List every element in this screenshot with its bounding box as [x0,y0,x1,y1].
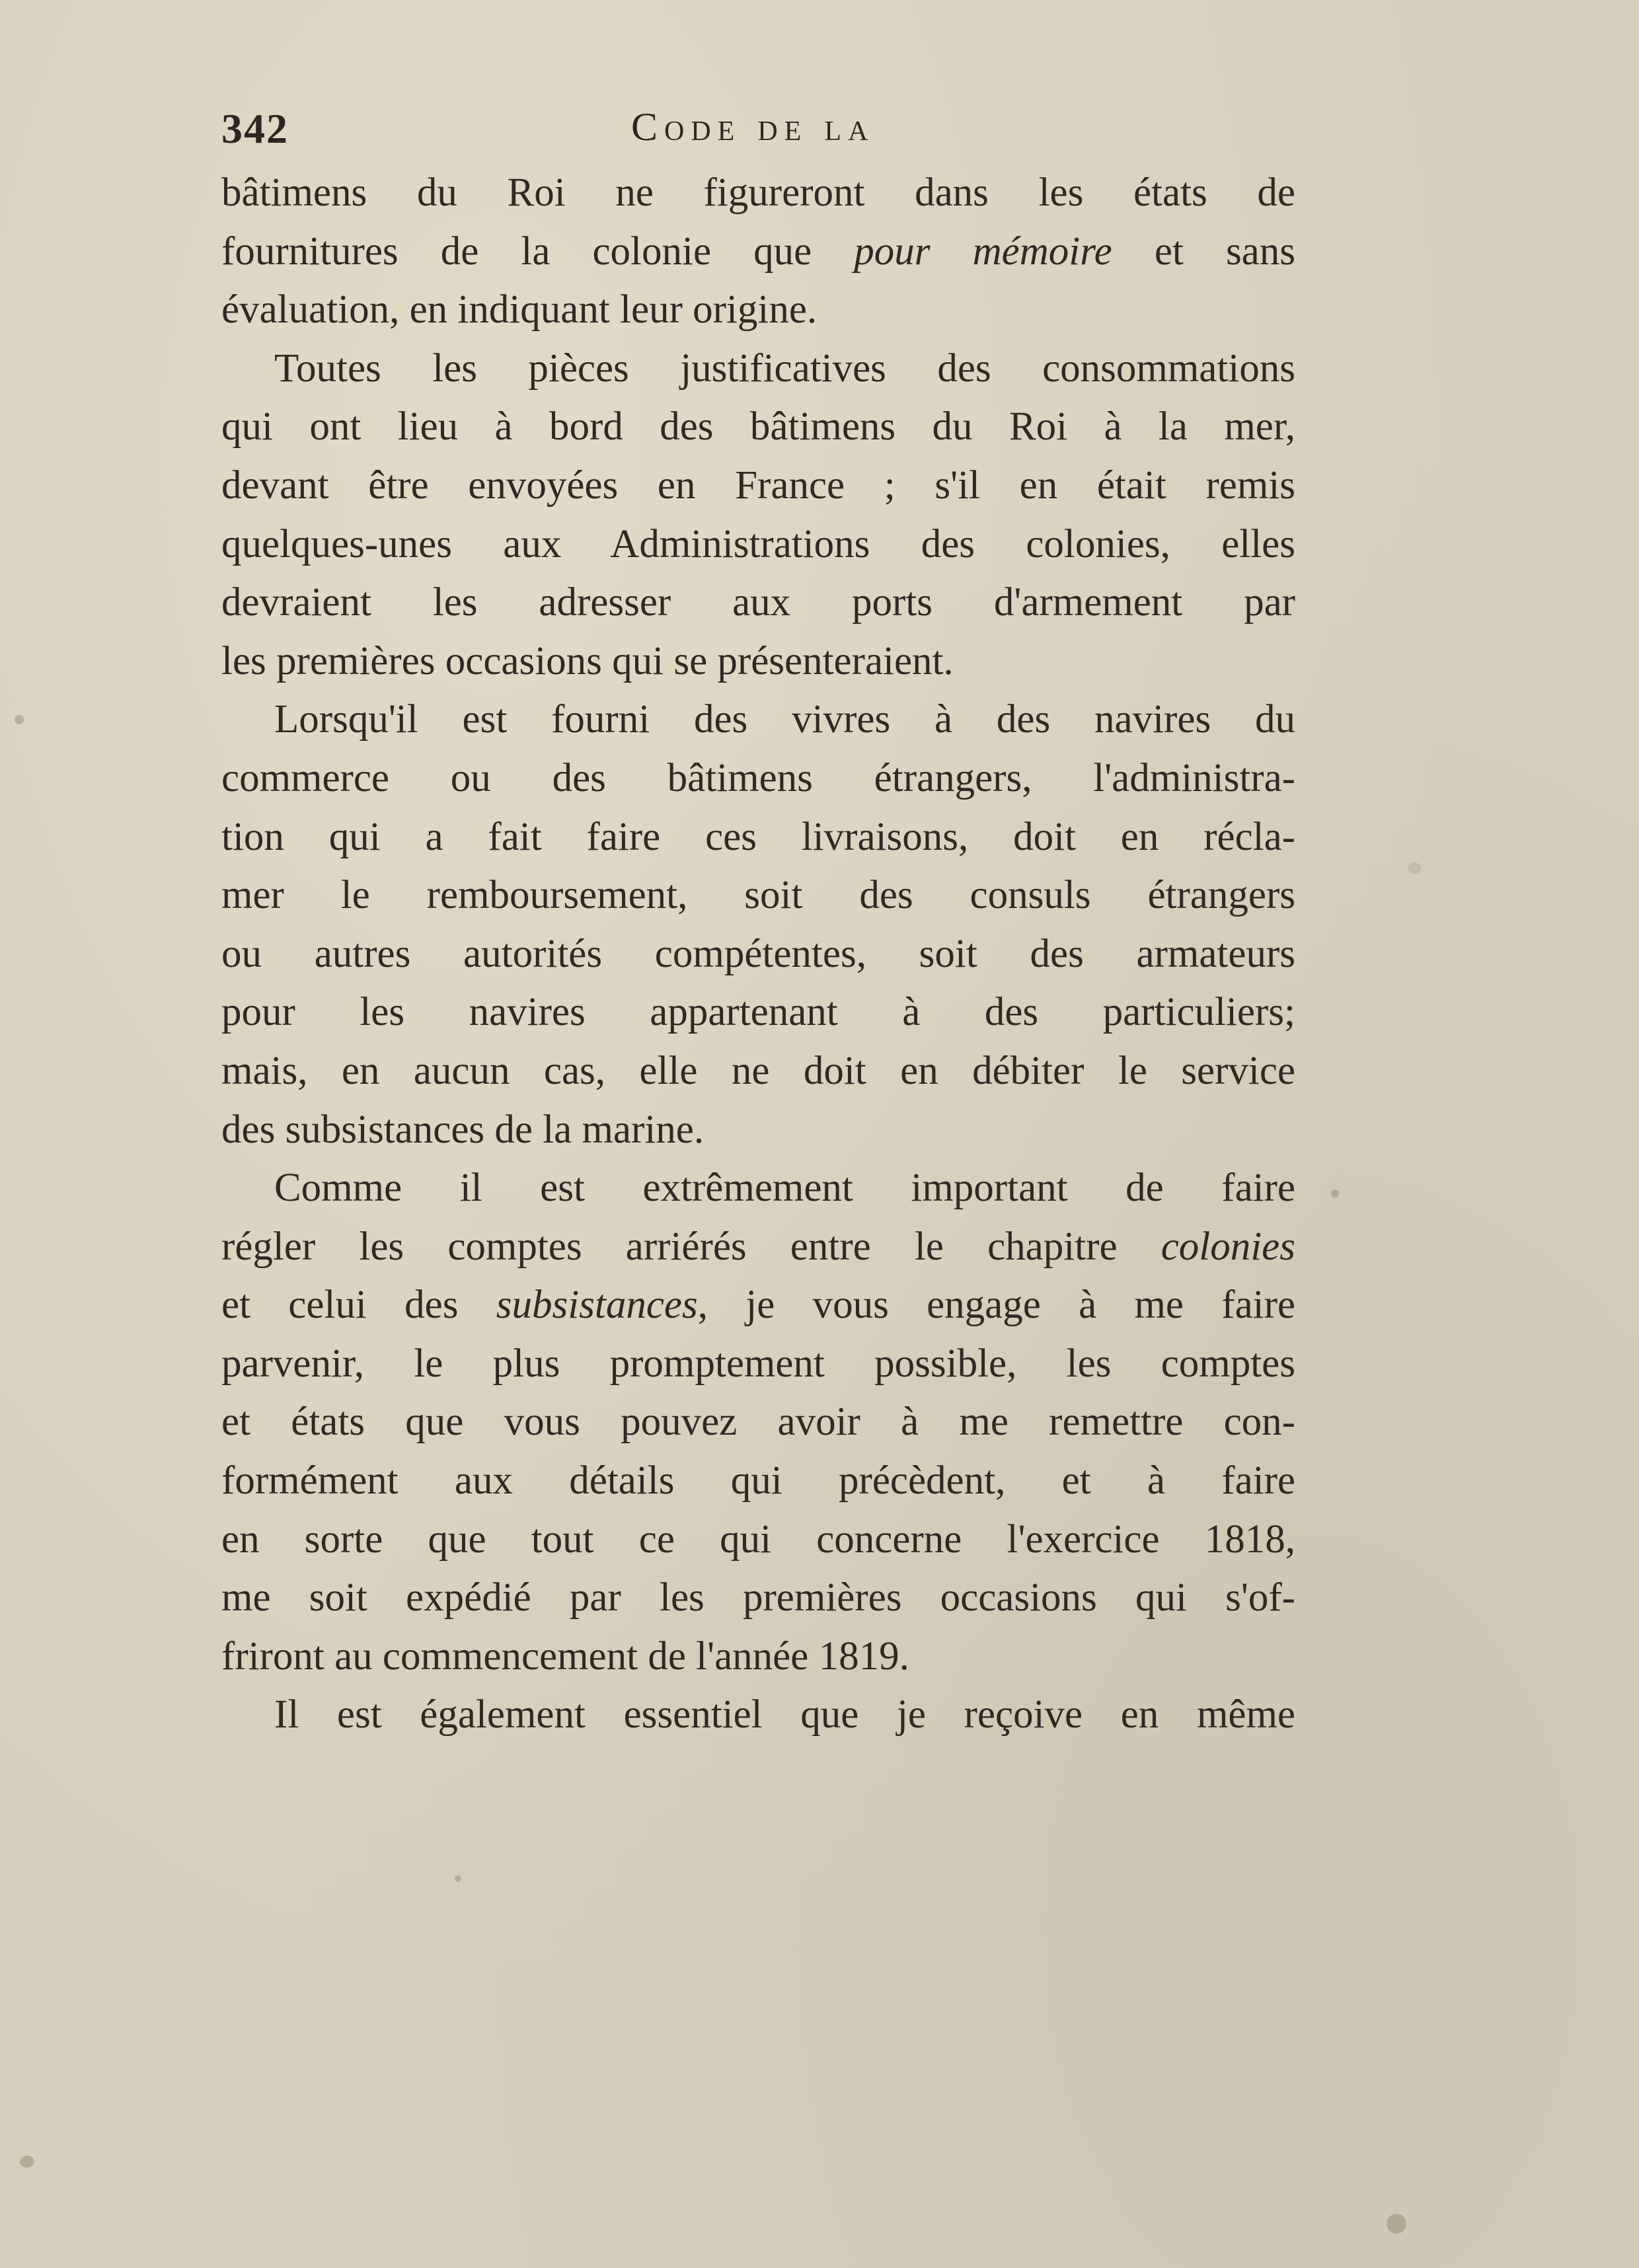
italic-phrase: subsistances [496,1283,698,1328]
text-line: mais, en aucun cas, elle ne doit en débiter le service [221,1048,1295,1093]
text-line: tion qui a fait faire ces livraisons, doit en récla- [221,814,1295,859]
text-line: les premières occasions qui se présenteraient. [221,638,954,683]
text-line: pour les navires appartenant à des particuliers; [221,990,1295,1035]
text-line: et états que vous pouvez avoir à me remettre con- [221,1400,1295,1445]
page-number: 342 [221,105,289,152]
text-line: Comme il est extrêmement important de faire [274,1166,1295,1211]
text-line: devraient les adresser aux ports d'armement par [221,580,1295,625]
text-line: bâtimens du Roi ne figureront dans les états de [221,170,1295,215]
paper-speck [455,1875,461,1882]
text-line: et celui des subsistances, je vous engage à me faire [221,1283,1295,1328]
text-line: des subsistances de la marine. [221,1107,705,1152]
text-line: qui ont lieu à bord des bâtimens du Roi à la mer, [221,404,1295,449]
paper-speck [20,2156,34,2168]
text-line: friront au commencement de l'année 1819. [221,1634,909,1679]
paper-speck [1408,862,1421,874]
running-title: Code de la [631,105,875,149]
body-text [221,164,1295,1745]
text-line: ou autres autorités compétentes, soit des armateurs [221,931,1295,976]
italic-phrase: pour mémoire [854,229,1112,274]
text-line: commerce ou des bâtimens étrangers, l'administra- [221,755,1295,800]
italic-phrase: colonies [1161,1224,1295,1269]
text-line: fournitures de la colonie que pour mémoire et sans [221,229,1295,274]
page-header [221,104,1312,157]
text-line: quelques-unes aux Administrations des colonies, elles [221,521,1295,566]
paper-speck [1331,1190,1339,1197]
text-line: me soit expédié par les premières occasions qui s'of- [221,1575,1295,1620]
paper-speck [15,715,24,724]
text-line: Lorsqu'il est fourni des vivres à des navires du [274,697,1295,742]
text-line: Toutes les pièces justificatives des consommations [274,346,1295,391]
paper-speck [1387,2214,1406,2234]
text-line: parvenir, le plus promptement possible, les comptes [221,1341,1295,1386]
text-line: mer le remboursement, soit des consuls étrangers [221,873,1295,918]
text-line: en sorte que tout ce qui concerne l'exercice 1818, [221,1517,1295,1562]
text-line: formément aux détails qui précèdent, et à faire [221,1458,1295,1503]
text-line: devant être envoyées en France ; s'il en était remis [221,463,1295,508]
text-line: régler les comptes arriérés entre le chapitre colonies [221,1224,1295,1269]
text-line: Il est également essentiel que je reçoive en même [274,1692,1295,1737]
text-line: évaluation, en indiquant leur origine. [221,287,818,332]
